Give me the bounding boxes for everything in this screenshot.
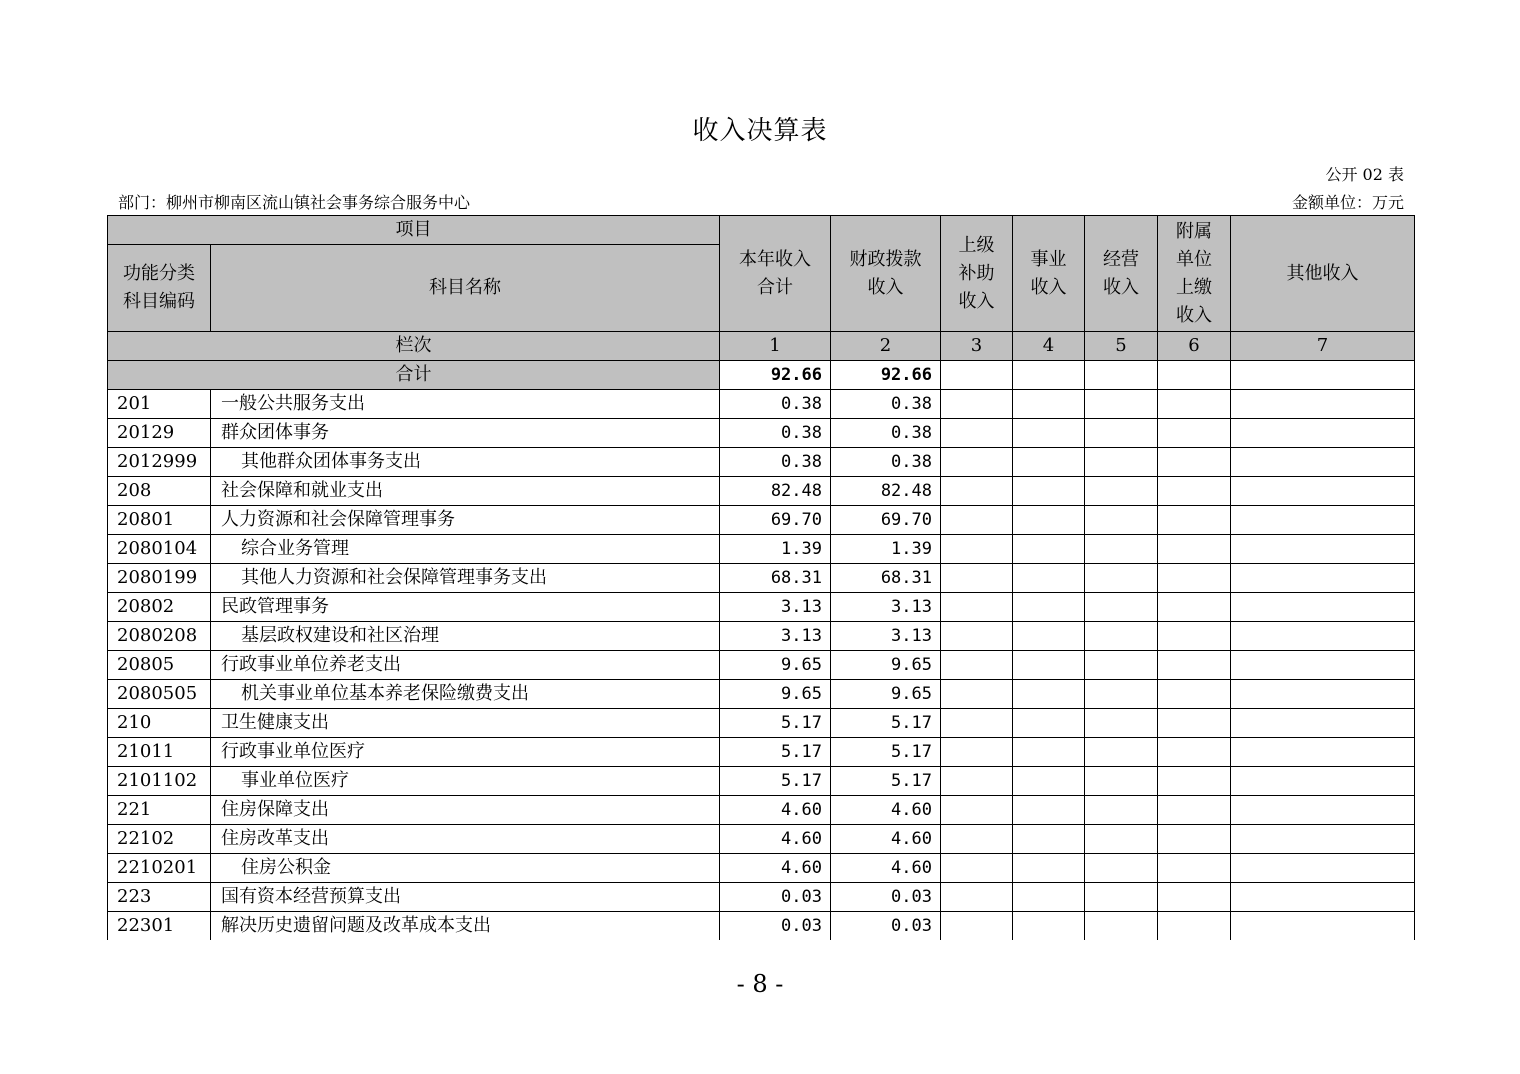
column-number: 5 (1085, 332, 1158, 361)
table-row (108, 477, 1415, 506)
subject-code: 20805 (108, 651, 211, 680)
amount-cell (1231, 738, 1415, 767)
amount-cell: 82.48 (720, 477, 831, 506)
amount-cell (1158, 912, 1231, 941)
amount-cell (941, 535, 1013, 564)
table-row (108, 854, 1415, 883)
amount-cell (1231, 419, 1415, 448)
amount-cell (941, 738, 1013, 767)
table-row (108, 419, 1415, 448)
total-value (1085, 361, 1158, 390)
amount-cell (1013, 564, 1085, 593)
header-other-income: 其他收入 (1231, 216, 1415, 332)
amount-cell (1158, 506, 1231, 535)
amount-cell (941, 448, 1013, 477)
subject-code: 223 (108, 883, 211, 912)
amount-cell: 0.38 (720, 419, 831, 448)
amount-cell: 4.60 (720, 854, 831, 883)
subject-code: 2012999 (108, 448, 211, 477)
table-row (108, 883, 1415, 912)
amount-cell (1085, 651, 1158, 680)
column-number: 7 (1231, 332, 1415, 361)
amount-cell (1013, 419, 1085, 448)
amount-cell (1158, 825, 1231, 854)
amount-cell: 0.03 (831, 883, 941, 912)
amount-cell (1085, 477, 1158, 506)
table-row (108, 680, 1415, 709)
amount-cell: 1.39 (720, 535, 831, 564)
subject-code: 20802 (108, 593, 211, 622)
table-row (108, 767, 1415, 796)
subject-name: 群众团体事务 (211, 419, 720, 448)
header-fiscal-appropriation: 财政拨款收入 (831, 216, 941, 332)
amount-cell (1013, 477, 1085, 506)
amount-cell: 5.17 (831, 738, 941, 767)
amount-cell (1231, 767, 1415, 796)
amount-cell (1085, 883, 1158, 912)
table-row (108, 622, 1415, 651)
department-label: 部门：柳州市柳南区流山镇社会事务综合服务中心 (118, 193, 471, 212)
subject-code: 2101102 (108, 767, 211, 796)
amount-cell: 0.38 (831, 448, 941, 477)
amount-cell: 1.39 (831, 535, 941, 564)
amount-cell: 9.65 (831, 651, 941, 680)
total-value: 92.66 (720, 361, 831, 390)
amount-cell (1013, 390, 1085, 419)
amount-cell: 5.17 (720, 709, 831, 738)
column-number: 6 (1158, 332, 1231, 361)
amount-cell: 4.60 (831, 796, 941, 825)
amount-cell (1013, 796, 1085, 825)
amount-cell (941, 854, 1013, 883)
amount-cell (1085, 535, 1158, 564)
total-value (1231, 361, 1415, 390)
amount-cell (1085, 448, 1158, 477)
amount-cell (1231, 854, 1415, 883)
amount-cell (1231, 651, 1415, 680)
amount-cell (941, 680, 1013, 709)
amount-cell (1158, 448, 1231, 477)
header-subject-name: 科目名称 (211, 245, 720, 332)
amount-cell (1013, 825, 1085, 854)
amount-cell (1231, 564, 1415, 593)
amount-cell (1085, 738, 1158, 767)
table-row (108, 825, 1415, 854)
subject-code: 2080505 (108, 680, 211, 709)
amount-cell (1085, 709, 1158, 738)
subject-code: 2080199 (108, 564, 211, 593)
amount-cell: 0.03 (831, 912, 941, 941)
header-superior-subsidy: 上级补助收入 (941, 216, 1013, 332)
amount-cell: 0.03 (720, 912, 831, 941)
amount-cell (1158, 738, 1231, 767)
subject-name: 卫生健康支出 (211, 709, 720, 738)
amount-cell (941, 593, 1013, 622)
total-value (941, 361, 1013, 390)
table-row (108, 593, 1415, 622)
amount-unit-label: 金额单位：万元 (1291, 193, 1404, 212)
subject-code: 201 (108, 390, 211, 419)
amount-cell (1013, 593, 1085, 622)
amount-cell (1158, 651, 1231, 680)
amount-cell: 0.38 (831, 390, 941, 419)
subject-name: 基层政权建设和社区治理 (211, 622, 720, 651)
amount-cell (1085, 796, 1158, 825)
amount-cell: 3.13 (720, 622, 831, 651)
amount-cell (941, 564, 1013, 593)
amount-cell (1013, 680, 1085, 709)
amount-cell (1158, 680, 1231, 709)
amount-cell: 5.17 (720, 767, 831, 796)
amount-cell (1085, 506, 1158, 535)
amount-cell (1013, 854, 1085, 883)
subject-name: 国有资本经营预算支出 (211, 883, 720, 912)
amount-cell: 82.48 (831, 477, 941, 506)
amount-cell (1231, 448, 1415, 477)
amount-cell (941, 912, 1013, 941)
amount-cell (1085, 593, 1158, 622)
header-operating-income: 经营收入 (1085, 216, 1158, 332)
subject-name: 住房保障支出 (211, 796, 720, 825)
table-row (108, 651, 1415, 680)
subject-code: 2210201 (108, 854, 211, 883)
subject-name: 其他群众团体事务支出 (211, 448, 720, 477)
amount-cell (1158, 535, 1231, 564)
subject-code: 221 (108, 796, 211, 825)
header-business-income: 事业收入 (1013, 216, 1085, 332)
subject-code: 20129 (108, 419, 211, 448)
header-function-code: 功能分类科目编码 (108, 245, 211, 332)
subject-code: 208 (108, 477, 211, 506)
amount-cell: 0.38 (831, 419, 941, 448)
amount-cell (1231, 709, 1415, 738)
amount-cell (1158, 767, 1231, 796)
subject-name: 人力资源和社会保障管理事务 (211, 506, 720, 535)
amount-cell: 0.38 (720, 448, 831, 477)
amount-cell (941, 419, 1013, 448)
amount-cell (1231, 506, 1415, 535)
amount-cell: 0.03 (720, 883, 831, 912)
table-row (108, 709, 1415, 738)
amount-cell (941, 506, 1013, 535)
amount-cell (1158, 622, 1231, 651)
amount-cell (941, 767, 1013, 796)
amount-cell: 68.31 (831, 564, 941, 593)
amount-cell (1013, 883, 1085, 912)
amount-cell (1085, 767, 1158, 796)
amount-cell (1158, 709, 1231, 738)
amount-cell: 9.65 (720, 680, 831, 709)
amount-cell (941, 477, 1013, 506)
amount-cell (1085, 419, 1158, 448)
amount-cell: 4.60 (720, 825, 831, 854)
amount-cell: 9.65 (831, 680, 941, 709)
amount-cell (1158, 390, 1231, 419)
amount-cell (1013, 738, 1085, 767)
amount-cell: 4.60 (720, 796, 831, 825)
amount-cell (1158, 564, 1231, 593)
amount-cell (1013, 651, 1085, 680)
form-number: 公开 02 表 (1325, 165, 1404, 184)
subject-name: 社会保障和就业支出 (211, 477, 720, 506)
header-affiliated-income: 附属单位上缴收入 (1158, 216, 1231, 332)
amount-cell (1231, 390, 1415, 419)
amount-cell (1231, 622, 1415, 651)
amount-cell (1013, 506, 1085, 535)
amount-cell (941, 709, 1013, 738)
amount-cell (941, 651, 1013, 680)
total-value: 92.66 (831, 361, 941, 390)
amount-cell (1231, 883, 1415, 912)
amount-cell: 5.17 (831, 767, 941, 796)
amount-cell (1013, 767, 1085, 796)
amount-cell (1158, 854, 1231, 883)
income-table (107, 215, 1415, 940)
table-row (108, 535, 1415, 564)
amount-cell (1231, 796, 1415, 825)
total-value (1158, 361, 1231, 390)
subject-name: 住房改革支出 (211, 825, 720, 854)
amount-cell (941, 883, 1013, 912)
subject-name: 综合业务管理 (211, 535, 720, 564)
subject-name: 其他人力资源和社会保障管理事务支出 (211, 564, 720, 593)
amount-cell: 0.38 (720, 390, 831, 419)
amount-cell (1158, 796, 1231, 825)
table-row (108, 390, 1415, 419)
amount-cell (1231, 825, 1415, 854)
amount-cell: 69.70 (831, 506, 941, 535)
subject-name: 住房公积金 (211, 854, 720, 883)
amount-cell (1013, 535, 1085, 564)
subject-code: 210 (108, 709, 211, 738)
amount-cell (941, 390, 1013, 419)
amount-cell (941, 622, 1013, 651)
amount-cell (941, 796, 1013, 825)
table-row (108, 912, 1415, 941)
amount-cell (941, 825, 1013, 854)
column-number: 2 (831, 332, 941, 361)
amount-cell (1158, 419, 1231, 448)
amount-cell (1085, 825, 1158, 854)
amount-cell (1085, 390, 1158, 419)
column-number: 1 (720, 332, 831, 361)
header-project: 项目 (108, 216, 720, 245)
subject-code: 2080208 (108, 622, 211, 651)
amount-cell: 4.60 (831, 825, 941, 854)
subject-code: 22102 (108, 825, 211, 854)
amount-cell: 4.60 (831, 854, 941, 883)
amount-cell: 69.70 (720, 506, 831, 535)
amount-cell (1013, 709, 1085, 738)
amount-cell (1013, 622, 1085, 651)
subject-name: 一般公共服务支出 (211, 390, 720, 419)
amount-cell (1013, 448, 1085, 477)
subject-code: 2080104 (108, 535, 211, 564)
amount-cell (1231, 912, 1415, 941)
subject-name: 行政事业单位医疗 (211, 738, 720, 767)
amount-cell (1231, 477, 1415, 506)
amount-cell (1085, 564, 1158, 593)
column-number: 3 (941, 332, 1013, 361)
amount-cell: 3.13 (720, 593, 831, 622)
amount-cell (1085, 680, 1158, 709)
subject-name: 民政管理事务 (211, 593, 720, 622)
amount-cell: 9.65 (720, 651, 831, 680)
subject-code: 20801 (108, 506, 211, 535)
table-row (108, 738, 1415, 767)
amount-cell (1158, 593, 1231, 622)
amount-cell (1085, 912, 1158, 941)
amount-cell: 5.17 (831, 709, 941, 738)
column-number: 4 (1013, 332, 1085, 361)
table-row (108, 564, 1415, 593)
subject-name: 解决历史遗留问题及改革成本支出 (211, 912, 720, 941)
amount-cell (1158, 883, 1231, 912)
amount-cell (1085, 854, 1158, 883)
total-label: 合计 (108, 361, 720, 390)
amount-cell (1231, 680, 1415, 709)
amount-cell (1013, 912, 1085, 941)
subject-name: 机关事业单位基本养老保险缴费支出 (211, 680, 720, 709)
header-total-income: 本年收入合计 (720, 216, 831, 332)
amount-cell: 68.31 (720, 564, 831, 593)
amount-cell: 3.13 (831, 622, 941, 651)
amount-cell (1231, 593, 1415, 622)
page-title: 收入决算表 (692, 116, 828, 146)
subject-code: 21011 (108, 738, 211, 767)
amount-cell (1085, 622, 1158, 651)
amount-cell (1231, 535, 1415, 564)
amount-cell: 5.17 (720, 738, 831, 767)
amount-cell (1158, 477, 1231, 506)
subject-name: 事业单位医疗 (211, 767, 720, 796)
page-number: - 8 - (736, 970, 784, 998)
column-order-label: 栏次 (108, 332, 720, 361)
table-row (108, 506, 1415, 535)
amount-cell: 3.13 (831, 593, 941, 622)
subject-name: 行政事业单位养老支出 (211, 651, 720, 680)
table-row (108, 448, 1415, 477)
subject-code: 22301 (108, 912, 211, 941)
total-value (1013, 361, 1085, 390)
table-row (108, 796, 1415, 825)
